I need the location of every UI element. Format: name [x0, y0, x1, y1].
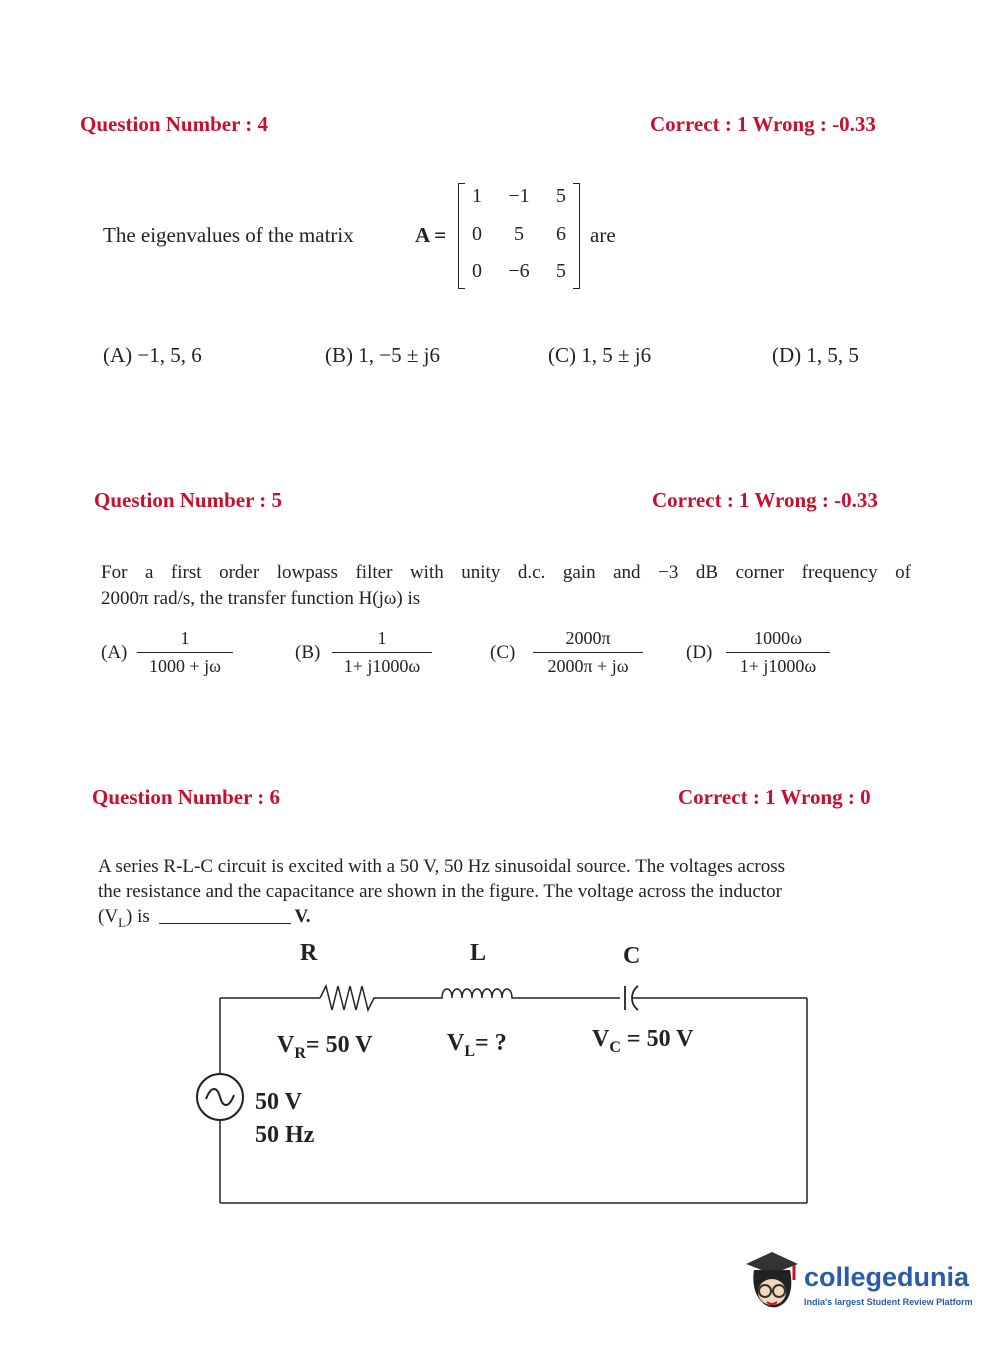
fraction-denominator: 2000π + jω	[547, 656, 629, 676]
matrix-cell: 5	[556, 260, 566, 282]
label-subscript: C	[609, 1038, 621, 1056]
label-text: V	[277, 1032, 295, 1058]
option-label: (A)	[101, 642, 128, 663]
matrix-cell: −6	[508, 260, 530, 282]
q6-stem-line1: A series R-L-C circuit is excited with a 50 V, 50 Hz sinusoidal source. The voltages across	[98, 856, 786, 877]
q4-option-d[interactable]: (D) 1, 5, 5	[772, 343, 859, 367]
matrix-cell: 5	[514, 223, 524, 245]
matrix-cell: −1	[508, 185, 530, 207]
label-text: = 50 V	[305, 1032, 373, 1058]
q4-stem-prefix: The eigenvalues of the matrix	[103, 223, 354, 247]
q4-option-a[interactable]: (A) −1, 5, 6	[103, 343, 202, 367]
q5-stem-line2: 2000π rad/s, the transfer function H(jω) is	[101, 588, 421, 609]
matrix-cell: 1	[472, 185, 482, 207]
matrix-cell: 6	[556, 223, 566, 245]
matrix-cell: 0	[472, 223, 482, 245]
fraction-numerator: 2000π	[565, 628, 611, 648]
q4-marks: Correct : 1 Wrong : -0.33	[650, 112, 876, 136]
q5-marks: Correct : 1 Wrong : -0.33	[652, 488, 878, 512]
resistor-label: R	[300, 940, 318, 966]
vr-label	[277, 1032, 372, 1063]
option-fraction	[137, 628, 233, 677]
q4-matrix	[458, 183, 580, 287]
resistor-symbol	[320, 986, 420, 1010]
label-subscript: R	[294, 1044, 306, 1062]
q4-stem-suffix: are	[590, 223, 616, 247]
matrix-cell: 0	[472, 260, 482, 282]
q6-stem-line2: the resistance and the capacitance are shown in the figure. The voltage across the inductor	[98, 881, 782, 902]
stem-text: ) is	[126, 906, 150, 927]
graduate-mascot-icon	[742, 1250, 800, 1312]
vc-label	[592, 1026, 693, 1057]
q4-option-c[interactable]: (C) 1, 5 ± j6	[548, 343, 652, 367]
vl-label	[447, 1030, 507, 1061]
fraction-denominator: 1+ j1000ω	[343, 656, 421, 676]
brand-tagline: India's largest Student Review Platform	[804, 1297, 973, 1307]
q5-header: Question Number : 5	[94, 488, 283, 512]
option-fraction	[726, 628, 830, 677]
inductor-symbol	[420, 989, 620, 998]
answer-blank[interactable]	[159, 923, 291, 924]
q4-matrix-name: A =	[415, 223, 447, 247]
option-label: (B)	[295, 642, 321, 663]
label-text: V	[592, 1026, 610, 1052]
stem-text: V.	[294, 906, 311, 927]
fraction-numerator: 1000ω	[754, 628, 802, 648]
q4-option-b[interactable]: (B) 1, −5 ± j6	[325, 343, 440, 367]
label-subscript: L	[464, 1042, 476, 1060]
label-text: V	[447, 1030, 465, 1056]
source-voltage: 50 V	[255, 1089, 302, 1115]
source-frequency: 50 Hz	[255, 1122, 315, 1148]
brand-name: collegedunia	[804, 1262, 970, 1292]
label-text: = ?	[475, 1030, 507, 1056]
q6-marks: Correct : 1 Wrong : 0	[678, 785, 871, 809]
q6-stem-line3	[98, 906, 311, 931]
q4-header: Question Number : 4	[80, 112, 269, 136]
stem-subscript: L	[118, 914, 127, 930]
q6-header: Question Number : 6	[92, 785, 281, 809]
q5-stem-line1: For a first order lowpass filter with unity d.c. gain and −3 dB corner frequency of	[101, 562, 911, 583]
stem-text: (V	[98, 906, 119, 927]
option-fraction	[533, 628, 643, 677]
fraction-numerator: 1	[377, 628, 387, 648]
capacitor-label: C	[623, 943, 641, 969]
fraction-numerator: 1	[180, 628, 190, 648]
matrix-cell: 5	[556, 185, 566, 207]
inductor-label: L	[470, 940, 487, 966]
label-text: = 50 V	[620, 1026, 694, 1052]
option-label: (C)	[490, 642, 516, 663]
option-label: (D)	[686, 642, 713, 663]
fraction-denominator: 1+ j1000ω	[739, 656, 817, 676]
option-fraction	[332, 628, 432, 677]
fraction-denominator: 1000 + jω	[149, 656, 221, 676]
